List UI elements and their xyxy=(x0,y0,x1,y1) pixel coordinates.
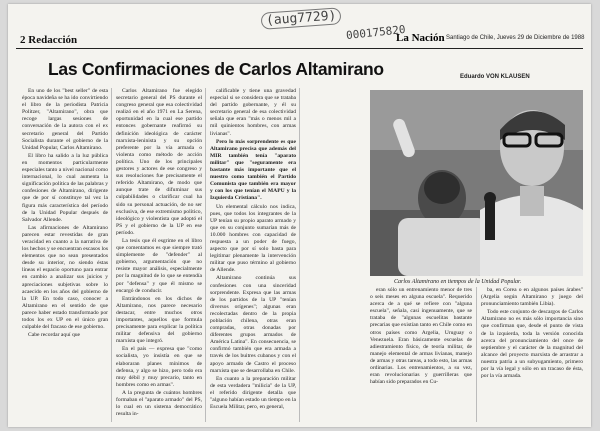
paragraph: En cuanto a la preparación militar de esta verdadera "milicia" de la UP, el referido dirigente detalla que "alguno habían estado un tiempo en la Escuela Militar, pero, en general, xyxy=(210,375,296,411)
paragraph: Pero lo más sorprendente es que Altamirano precisa que además del MIR también tenía "aparato militar" que "seguramente era bastante más importante que el nuestro como también el Partido Comunista que también era mayor y con los que tenían el MAPU y la Izquierda Cristiana". xyxy=(210,138,296,202)
column-divider xyxy=(299,88,300,422)
paragraph: El libro ha salido a la luz pública en momentos particularmente especiales tanto a nivel nacional como internacional, lo cual aumenta la significación política de las palabras y confesiones de Altamirano, dirigente que de por sí constituye tal vez la figura más característica del período de la Unidad Popular después de Salvador Allende. xyxy=(22,152,108,223)
handwritten-archive-number: 000175820 xyxy=(345,22,407,43)
column-divider xyxy=(476,287,477,422)
paragraph: Altamirano continúa sus confesiones con una sinceridad sorprendente. Expresa que las armas de los partidos de la UP "tenían diversos orígenes"; algunas eran recolectadas dentro de la propia población chilena, otras eran compradas, otras donadas por diferentes grupos armados de América Latina". En consecuencia, se confirmó también que era armada a través de los buitres cubanos y con el apoyo armado de Castro el proceso marxista que se desarrollaba en Chile. xyxy=(210,275,296,374)
photo-illustration xyxy=(370,90,583,276)
paragraph: Todo este conjunto de descargos de Carlos Altamirano no es más sólo importancia sino que confirman que, desde el punto de vista de la izquierda, toda la versión conocida acerca del pronunciamiento del once de septiembre y el carácter de la magnitud del alcance del proyecto marxista de arrastrar a nuestra patria a un subyugamiento, primero por la vía legal y sólo en un tracaso de ésta, por la vía armada. xyxy=(481,309,583,380)
photo-caption: Carlos Altamirano en tiempos de la Unidad Popular. xyxy=(394,279,522,285)
article-column-5 xyxy=(481,287,583,424)
masthead-paper: La Nación xyxy=(396,32,445,44)
paragraph: ba, en Corea o en algunos países árabes" (Argelia según Altamirano y juego del pronunciamiento también Libia). xyxy=(481,287,583,308)
byline: Eduardo VON KLAUSEN xyxy=(460,74,530,80)
header-rule xyxy=(16,48,583,49)
paragraph: Carlos Altamirano fue elegido secretario general del PS durante el congreso general que esa colectividad realizó en el año 1971 en La Serena, oportunidad en la cual ese partido entonces gobernante reafirmó su definición ideológica de carácter marxista-leninista y su opción preferente por la vía armada o violenta como método de acción política. Uno de los principales gestores y actores de ese congreso y sus resoluciones fue precisamente el referido Altamirano, de modo que aunque trate de difuminar sus culpabilidades o clarificar cual ha sido su personal actuación, de no ser exclusiva, de ese extremismo político, ideológico y violentista que adoptó el PS y el gobierno de la UP en ese período. xyxy=(116,88,202,236)
article-column-4 xyxy=(370,287,472,424)
paragraph: La tesis que él esgrime en el libro que comentamos es que siempre trató simplemente de "defender" al gobierno, argumentación que no resiste mayor análisis, especialmente por la magnitud de lo que se entendía por "defensa" y que él mismo se encargó de conducir. xyxy=(116,237,202,294)
column-divider xyxy=(205,88,206,422)
paragraph: En el país — expresa que "como socialista, yo insistía en que se elaboraran planes mínimos de defensa, y algo se hizo, pero todo era muy débil y muy precario, tanto en hombres como en armas". xyxy=(116,346,202,388)
paragraph: calificable y tiene una gravedad especial si se considera que se trataba del partido gobernante, y él su secretario general de esa colectividad señala que eran "más o menos mil a mil quinientos hombres, con armas livianas". xyxy=(210,88,296,137)
article-column-1 xyxy=(22,88,108,424)
article-column-3 xyxy=(210,88,296,424)
paragraph: Cabe recordar aquí que xyxy=(28,332,81,339)
paragraph: En uno de los "best seller" de esta época navideña se ha ido convirtiendo el libro de la periodista Patricia Politzer, "Altamirano", obra que recoge largas sesiones de conversación de la autora con el ex secretario general del Partido Socialista durante el gobierno de la Unidad Popular, Carlos Altamirano. xyxy=(22,88,108,151)
section-header: 2 Redacción xyxy=(20,34,78,46)
paragraph: eran sólo un entrenamiento menor de tres o seis meses en alguna escuela". Requerido acerca de a qué se refiere con "alguna escuela", señala, casi ingenuamente, que se trataba de "algunas escuelitas bastante precarias que existían tanto en Chile como en otros países como Argelia, Uruguay o Venezuela. Eran básicamente escuelas de adiestramiento físico, de teoría militar, de manejo elemental de armas livianas, manejo de armas y otras tareas, a todo esto, las armas ordinarias. Los entrenamientos, a su vez, eran revolucionarias y guerrilleras que habían sido preparados en Cu- xyxy=(370,287,472,386)
handwritten-catalog-number: (aug7729) xyxy=(261,7,342,30)
article-photo xyxy=(370,90,583,276)
paragraph: Las afirmaciones de Altamirano parecen estar revestidas de gran veracidad en cuanto a la narrativa de los hechos y se encuentran escasos los elementos que no sean presentados desde su interior, no siendo éstas líneas el espacio oportuno para entrar en cambio a analizar sus juicios y apreciaciones subjetivas sobre lo acaecido en los años del gobierno de la UP. En todo caso, conocer a Altamirano en el sentido de que parece haber estado transformado por todos los ex UP en el único gran culpable del fracaso de ese gobierno. xyxy=(22,224,108,331)
paragraph: Un elemental cálculo nos indica, pues, que todos los integrantes de la UP tenían su propio aparato armado y que en su conjunto sumarían más de 10.000 hombres con capacidad de respuesta a un poder de fuego, aspecto que por sí solo basta para legitimar plenamente la intervención militar que puso término al gobierno de Allende. xyxy=(210,203,296,274)
article-column-3b xyxy=(304,88,366,278)
paragraph: Entrándonos en los dichos de Altamirano, nos parece necesario destacar, entre muchos otros importantes, aquellos que formula precisamente para explicar la política militar defensiva del gobierno marxista que integró. xyxy=(116,295,202,345)
column-divider xyxy=(111,88,112,422)
article-title: Las Confirmaciones de Carlos Altamirano xyxy=(48,59,384,79)
article-column-2 xyxy=(116,88,202,424)
newspaper-clipping xyxy=(8,4,591,427)
masthead-date: Santiago de Chile, Jueves 29 de Diciembre de 1988 xyxy=(446,35,585,41)
paragraph: A la pregunta de cuántos hombres formaban el "aparato armado" del PS, lo cual en un sistema democrático resulta in- xyxy=(116,389,202,418)
